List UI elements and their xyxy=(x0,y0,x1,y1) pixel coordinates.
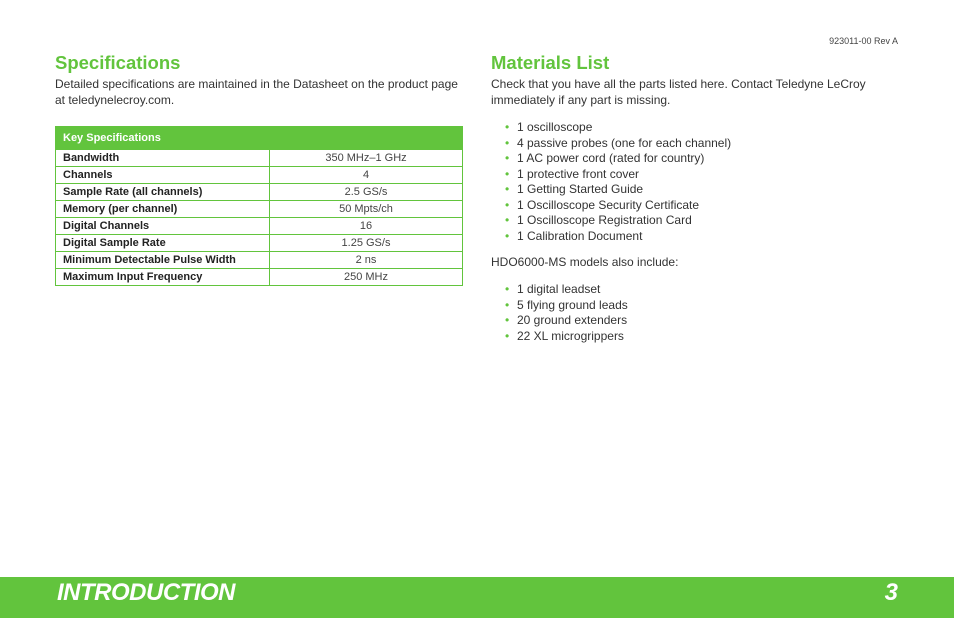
spec-value: 350 MHz–1 GHz xyxy=(270,150,463,167)
also-include-list xyxy=(505,282,891,344)
key-specifications-table xyxy=(55,126,463,286)
bullet-dot-icon: • xyxy=(505,151,510,165)
also-include-text: HDO6000-MS models also include: xyxy=(491,255,679,269)
spec-value: 2.5 GS/s xyxy=(270,184,463,201)
spec-value: 1.25 GS/s xyxy=(270,235,463,252)
page-number: 3 xyxy=(884,579,898,606)
table-row xyxy=(56,167,463,184)
table-header: Key Specifications xyxy=(56,127,463,150)
materials-heading: Materials List xyxy=(491,52,610,73)
materials-intro: Check that you have all the parts listed here. Contact Teledyne LeCroy immediately if any part is missing. xyxy=(491,77,866,107)
materials-list xyxy=(505,120,891,244)
specifications-intro: Detailed specifications are maintained in the Datasheet on the product page at teledynelecroy.com. xyxy=(55,77,458,107)
list-item: • 1 oscilloscope xyxy=(505,120,593,134)
bullet-dot-icon: • xyxy=(505,228,510,243)
list-item: • 1 Oscilloscope Registration Card xyxy=(505,213,692,227)
section-title: INTRODUCTION xyxy=(57,579,235,606)
materials-section xyxy=(491,52,891,344)
spec-label: Sample Rate (all channels) xyxy=(56,184,270,201)
spec-label: Maximum Input Frequency xyxy=(56,269,270,286)
list-item: • 1 AC power cord (rated for country) xyxy=(505,151,705,165)
bullet-dot-icon: • xyxy=(505,120,510,134)
spec-value: 2 ns xyxy=(270,252,463,269)
list-item: • 5 flying ground leads xyxy=(505,297,628,312)
spec-value: 4 xyxy=(270,167,463,184)
bullet-dot-icon: • xyxy=(505,313,510,327)
spec-value: 250 MHz xyxy=(270,269,463,286)
table-row xyxy=(56,201,463,218)
specifications-section xyxy=(55,52,463,286)
bullet-dot-icon: • xyxy=(505,282,510,296)
list-item: • 20 ground extenders xyxy=(505,313,628,327)
table-row xyxy=(56,150,463,167)
bullet-dot-icon: • xyxy=(505,297,510,312)
spec-label: Channels xyxy=(56,167,270,184)
bullet-dot-icon: • xyxy=(505,197,510,212)
list-item: • 1 Getting Started Guide xyxy=(505,182,644,196)
spec-label: Memory (per channel) xyxy=(56,201,270,218)
spec-value: 50 Mpts/ch xyxy=(270,201,463,218)
spec-label: Digital Sample Rate xyxy=(56,235,270,252)
bullet-dot-icon: • xyxy=(505,166,510,181)
bullet-dot-icon: • xyxy=(505,182,510,196)
table-row xyxy=(56,218,463,235)
table-row xyxy=(56,252,463,269)
table-row xyxy=(56,235,463,252)
list-item: • 1 protective front cover xyxy=(505,166,640,181)
list-item: • 1 Oscilloscope Security Certificate xyxy=(505,197,700,212)
table-row xyxy=(56,184,463,201)
footer-bar xyxy=(0,577,954,618)
bullet-dot-icon: • xyxy=(505,213,510,227)
spec-value: 16 xyxy=(270,218,463,235)
bullet-dot-icon: • xyxy=(505,328,510,343)
document-number: 923011-00 Rev A xyxy=(829,36,898,46)
spec-label: Digital Channels xyxy=(56,218,270,235)
spec-label: Minimum Detectable Pulse Width xyxy=(56,252,270,269)
table-row xyxy=(56,269,463,286)
list-item: • 4 passive probes (one for each channel) xyxy=(505,135,732,150)
bullet-dot-icon: • xyxy=(505,135,510,150)
list-item: • 1 digital leadset xyxy=(505,282,601,296)
specifications-heading: Specifications xyxy=(55,52,181,73)
list-item: • 22 XL microgrippers xyxy=(505,328,624,343)
spec-label: Bandwidth xyxy=(56,150,270,167)
list-item: • 1 Calibration Document xyxy=(505,228,643,243)
